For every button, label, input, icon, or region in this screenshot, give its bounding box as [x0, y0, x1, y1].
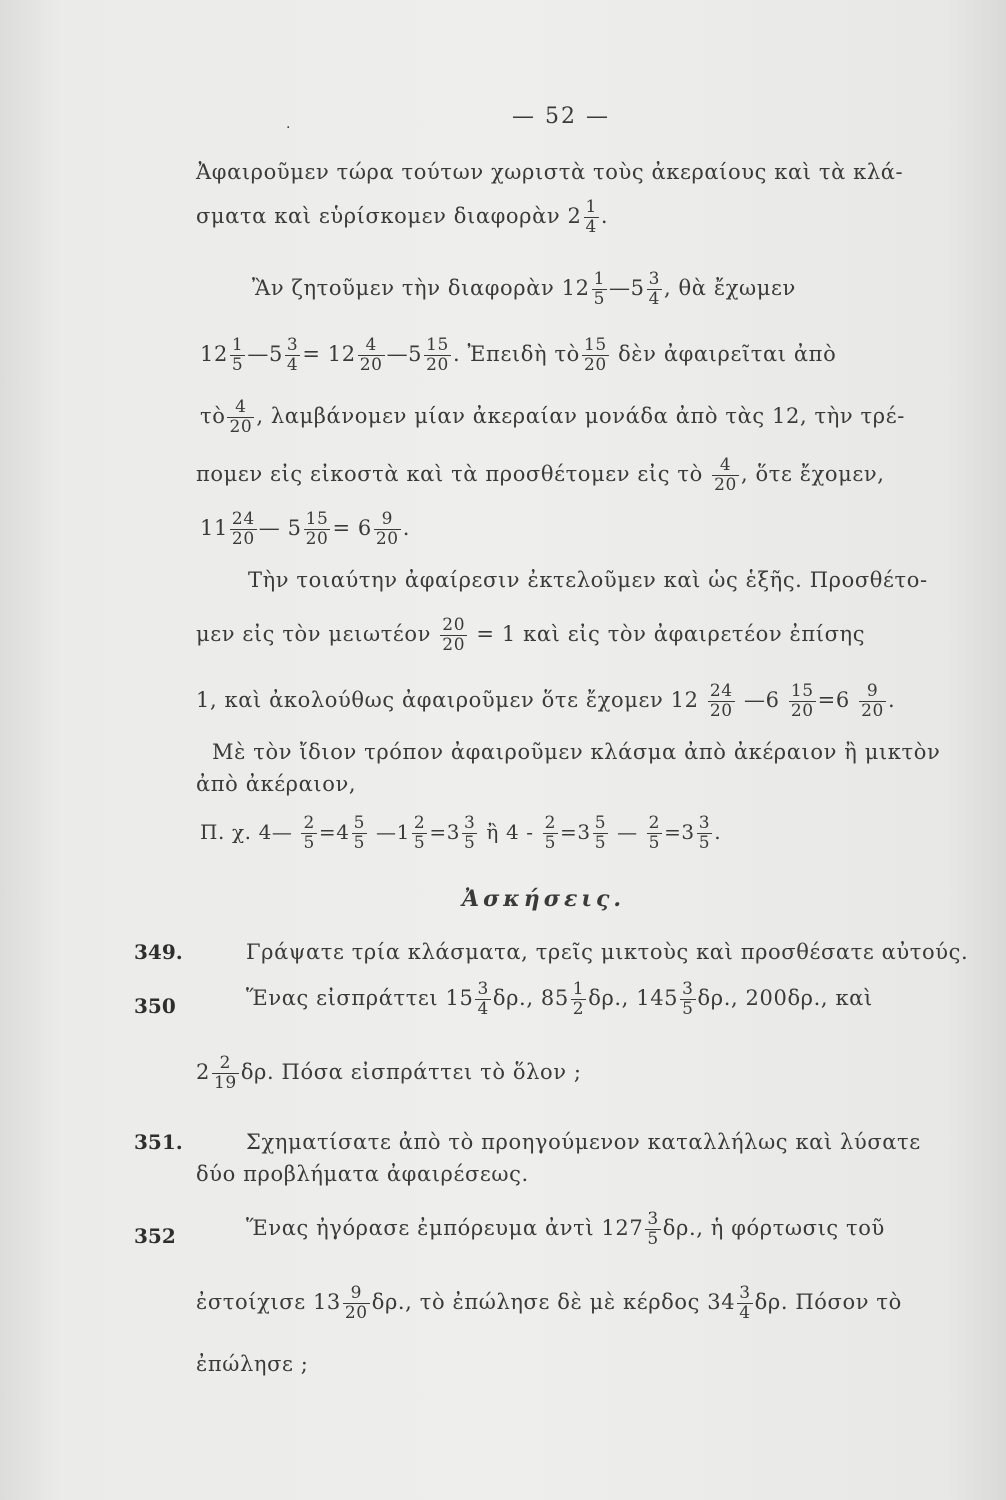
text-line [196, 160, 903, 184]
fraction [440, 616, 467, 655]
exercises-heading: Ἀσκήσεις. [462, 886, 626, 912]
fraction-part: 3 [698, 813, 711, 833]
text: Π. χ. 4— [200, 820, 293, 844]
exercise-number: 352 [134, 1224, 176, 1248]
text: δρ. Πόσον τὸ [754, 1290, 902, 1314]
exercise-number: 350 [134, 994, 176, 1018]
fraction-part: 5 [594, 813, 607, 833]
fraction [462, 814, 477, 853]
exercise-text [246, 940, 968, 964]
text: δύο προβλήματα ἀφαιρέσεως. [196, 1162, 529, 1186]
fraction [343, 1284, 370, 1323]
fraction-part: 3 [682, 979, 694, 999]
fraction [584, 198, 599, 237]
exercise-text [246, 1210, 885, 1249]
text-line [200, 398, 905, 437]
fraction-part: 20 [861, 701, 884, 721]
fraction-part: 5 [648, 833, 661, 853]
fraction [647, 270, 662, 309]
text: 11 [200, 516, 228, 540]
fraction-part: 20 [229, 417, 253, 437]
text: — [617, 820, 638, 844]
fraction-part: 20 [426, 355, 449, 375]
fraction-part: 3 [739, 1283, 751, 1303]
text-line [200, 336, 836, 375]
fraction-part: 4 [477, 999, 489, 1019]
text: Μὲ τὸν ἴδιον τρόπον ἀφαιροῦμεν κλάσμα ἀπὸ ἀκέραιον ἢ μικτὸν [212, 740, 941, 764]
fraction-part: 5 [353, 813, 366, 833]
fraction-part: 3 [477, 979, 489, 999]
fraction-part: 20 [583, 355, 607, 375]
fraction-part: 4 [358, 336, 385, 356]
exercise-text [246, 980, 873, 1019]
text-line: σματα καὶ εὑρίσκομεν διαφορὰν 2 $\frac{1}{4}$ . [196, 197, 609, 237]
fraction [645, 1210, 660, 1249]
fraction-part: 4 [739, 1303, 751, 1323]
text: δρ., 145 [588, 986, 679, 1010]
text-line: 11 $\frac{24}{20}$ — 5 $\frac{15}{20}$ = 6 $\frac{9}{20}$ . [200, 509, 411, 549]
text: δρ., τὸ ἐπώλησε δὲ μὲ κέρδος 34 [371, 1290, 736, 1314]
fraction [374, 510, 401, 549]
exercise-number: 351. [134, 1130, 183, 1154]
fraction-part: 2 [544, 813, 556, 833]
fraction-part: 20 [375, 529, 399, 549]
fraction-part: 15 [790, 681, 814, 701]
text: =3 [429, 820, 461, 844]
text: —5 [609, 276, 645, 300]
text: ἐστοίχισε 13 [196, 1290, 341, 1314]
fraction [571, 980, 586, 1019]
fraction-part: 5 [594, 833, 607, 853]
fraction [301, 814, 316, 853]
fraction-part: 1 [585, 197, 597, 217]
fraction-part: 4 [585, 217, 597, 237]
text: =4 [318, 820, 350, 844]
text-line [212, 740, 940, 764]
fraction-part: 15 [583, 335, 607, 355]
fraction [859, 682, 886, 721]
text: δὲν ἀφαιρεῖται ἀπὸ [618, 342, 837, 366]
fraction-part: 5 [593, 289, 605, 309]
fraction-part: 24 [709, 681, 733, 701]
exercise-text [246, 1130, 921, 1154]
fraction [543, 814, 558, 853]
fraction [230, 336, 245, 375]
text: δρ. Πόσα εἰσπράττει τὸ ὅλον ; [240, 1060, 582, 1084]
fraction-part: 4 [286, 355, 299, 375]
text: 1, καὶ ἀκολούθως ἀφαιροῦμεν ὅτε ἔχομεν 12 [196, 688, 699, 712]
fraction-part: 3 [647, 1209, 659, 1229]
fraction-part: 5 [682, 999, 694, 1019]
text-line [248, 568, 928, 592]
text-line: 1, καὶ ἀκολούθως ἀφαιροῦμεν ὅτε ἔχομεν 12 $\frac{24}{20}$ —6 $\frac{15}{20}$ =6 $\frac{9}{20}$ . [196, 681, 896, 721]
text-line [196, 616, 865, 655]
fraction-part: 2 [572, 999, 585, 1019]
text: =3 [560, 820, 591, 844]
fraction [227, 398, 254, 437]
text: —1 [375, 820, 410, 844]
fraction-part: 1 [572, 979, 585, 999]
fraction-part: 9 [374, 510, 401, 530]
text: =6 [817, 688, 850, 712]
text: ἐπώλησε ; [196, 1352, 309, 1376]
fraction [592, 270, 607, 309]
fraction-part: 15 [426, 335, 449, 355]
fraction-part: 5 [231, 355, 244, 375]
text: Γράψατε τρία κλάσματα, τρεῖς μικτοὺς καὶ προσθέσατε αὐτούς. [246, 940, 969, 964]
text: —5 [247, 342, 283, 366]
text: , λαμβάνομεν μίαν ἀκεραίαν μονάδα ἀπὸ τὰς 12, τὴν τρέ- [256, 404, 905, 428]
fraction [680, 980, 695, 1019]
fraction [712, 456, 739, 495]
fraction-part: 5 [303, 833, 315, 853]
text: 12 [200, 342, 228, 366]
text: . Ἐπειδὴ τὸ [452, 342, 580, 366]
fraction [593, 814, 608, 853]
text: = 1 καὶ εἰς τὸν ἀφαιρετέον ἐπίσης [476, 622, 866, 646]
text: = 6 [332, 516, 372, 540]
fraction [358, 336, 385, 375]
fraction-part: 20 [359, 355, 383, 375]
fraction [475, 980, 490, 1019]
fraction-part: 9 [859, 682, 886, 702]
text: , θὰ ἔχωμεν [663, 276, 796, 300]
fraction-part: 24 [231, 509, 255, 529]
fraction-part: 4 [648, 289, 660, 309]
exercise-text [196, 1162, 529, 1186]
exercise-text [196, 1054, 582, 1093]
stray-dot: . [286, 116, 291, 132]
fraction-part: 5 [544, 833, 556, 853]
text: 2 [196, 1060, 210, 1084]
text: δρ., ἡ φόρτωσις τοῦ [662, 1216, 885, 1240]
fraction-part: 5 [464, 833, 476, 853]
text: — 5 [258, 516, 302, 540]
fraction [230, 510, 257, 549]
text: σματα καὶ εὑρίσκομεν διαφορὰν 2 [196, 204, 582, 228]
text: δρ., 85 [492, 986, 569, 1010]
fraction [304, 510, 331, 549]
text-line [252, 270, 796, 309]
fraction-part: 2 [413, 813, 426, 833]
fraction-part: 20 [442, 615, 466, 635]
text-line: Π. χ. 4— $\frac{2}{5}$ =4 $\frac{5}{5}$ —1 $\frac{2}{5}$ =3 $\frac{3}{5}$ ἢ 4 - $\frac{2}{5}$ =3 $\frac{5}{5}$ — $\frac{2}{5}$ =3 $\frac{3}{5}$ . [200, 813, 722, 853]
text: δρ., 200δρ., καὶ [697, 986, 873, 1010]
fraction-part: 5 [353, 833, 366, 853]
text-line [196, 456, 885, 495]
page-number: — 52 — [512, 104, 610, 129]
text: μεν εἰς τὸν μειωτέον [196, 622, 432, 646]
fraction-part: 2 [648, 813, 661, 833]
fraction [789, 682, 816, 721]
fraction [737, 1284, 752, 1323]
text: ἀπὸ ἀκέραιον, [196, 772, 357, 796]
text-line [196, 772, 356, 796]
text: πομεν εἰς εἰκοστὰ καὶ τὰ προσθέτομεν εἰς τὸ [196, 462, 703, 486]
fraction-part: 2 [212, 1054, 239, 1074]
fraction-part: 20 [714, 475, 737, 495]
fraction [285, 336, 300, 375]
text: τὸ [200, 404, 226, 428]
fraction-part: 3 [648, 269, 660, 289]
fraction [697, 814, 712, 853]
fraction [708, 682, 735, 721]
fraction [424, 336, 451, 375]
fraction-part: 5 [647, 1229, 659, 1249]
fraction [582, 336, 609, 375]
text: Ἕνας ἠγόρασε ἐμπόρευμα ἀντὶ 127 [246, 1216, 644, 1240]
text: , ὅτε ἔχομεν, [740, 462, 885, 486]
text: ἢ 4 - [486, 820, 534, 844]
fraction [412, 814, 427, 853]
fraction-part: 5 [698, 833, 711, 853]
text: =3 [664, 820, 695, 844]
fraction-part: 20 [231, 529, 255, 549]
exercise-text [196, 1352, 308, 1376]
exercise-number: 349. [134, 940, 183, 964]
fraction-part: 4 [227, 398, 254, 418]
fraction [352, 814, 367, 853]
fraction-part: 4 [712, 456, 739, 476]
fraction-part: 1 [593, 269, 605, 289]
fraction-part: 15 [305, 509, 329, 529]
fraction-part: 20 [305, 529, 329, 549]
text: Σχηματίσατε ἀπὸ τὸ προηγούμενον καταλλήλως καὶ λύσατε [246, 1130, 921, 1154]
fraction-part: 3 [464, 813, 476, 833]
fraction-part: 19 [213, 1073, 237, 1093]
text: Ἕνας εἰσπράττει 15 [246, 986, 474, 1010]
fraction-part: 2 [303, 813, 315, 833]
text: —6 [743, 688, 780, 712]
exercise-text [196, 1284, 902, 1323]
text: Ἂν ζητοῦμεν τὴν διαφορὰν 12 [252, 276, 590, 300]
fraction [212, 1054, 239, 1093]
fraction-part: 9 [343, 1284, 370, 1304]
fraction-part: 1 [231, 335, 244, 355]
fraction-part: 3 [286, 335, 299, 355]
text: = 12 [302, 342, 356, 366]
text: Ἀφαιροῦμεν τώρα τούτων χωριστὰ τοὺς ἀκεραίους καὶ τὰ κλά- [196, 160, 904, 184]
fraction [647, 814, 662, 853]
fraction-part: 20 [790, 701, 814, 721]
text: —5 [386, 342, 423, 366]
fraction-part: 5 [413, 833, 426, 853]
fraction-part: 20 [344, 1303, 368, 1323]
fraction-part: 20 [442, 635, 466, 655]
text: Τὴν τοιαύτην ἀφαίρεσιν ἐκτελοῦμεν καὶ ὡς ἑξῆς. Προσθέτο- [248, 568, 928, 592]
fraction-part: 20 [709, 701, 733, 721]
